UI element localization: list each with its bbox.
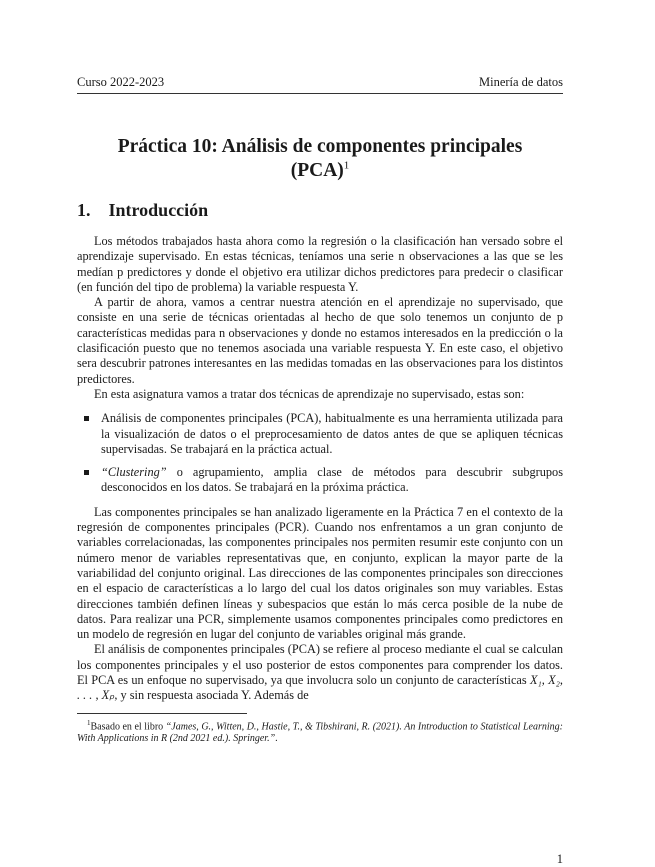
- feature-variables-math: X₁, X₂, . . . , Xₚ: [77, 673, 563, 703]
- paragraph-5-end: , y sin respuesta asociada Y. Además de: [114, 688, 309, 703]
- paragraph-2: A partir de ahora, vamos a centrar nuestra atención en el aprendizaje no supervisado, que consiste en una serie de técnicas orientadas al hecho de que solo tenemos un conjunto de p características medidas para n observaciones y donde no estamos interesados en la predicción o la clasificación puesto que no tenemos asociada una variable respuesta Y. En este caso, el objetivo sera descubrir patrones interesantes en las medidas tomadas en las observaciones para los distintos predictores.: [77, 295, 563, 386]
- section-number: 1.: [77, 200, 91, 220]
- title-line-1: Práctica 10: Análisis de componentes principales: [117, 136, 523, 157]
- bullet-clustering-text: o agrupamiento, amplia clase de métodos para descubrir subgrupos desconocidos en los datos. Se trabajará en la próxima práctica.: [101, 465, 563, 495]
- footnote-prefix: Basado en el libro: [90, 720, 166, 732]
- paragraph-5-start: El análisis de componentes principales (PCA) se refiere al proceso mediante el cual se calculan los componentes principales y el uso posterior de estos componentes para comprender los datos. El PCA es un enfoque no supervisado, ya que involucra solo un conjunto de características: [77, 642, 563, 688]
- course-label: Curso 2022-2023: [77, 75, 165, 89]
- page: [77, 75, 564, 866]
- clustering-term: “Clustering”: [101, 465, 167, 480]
- paragraph-3: En esta asignatura vamos a tratar dos técnicas de aprendizaje no supervisado, estas son:: [94, 386, 525, 401]
- bullet-pca-text: Análisis de componentes principales (PCA), habitualmente es una herramienta utilizada para la visualización de datos o el preprocesamiento de datos antes de que se apliquen técnicas supervisadas. Se trabajará en la práctica actual.: [101, 411, 563, 456]
- paragraph-1: Los métodos trabajados hasta ahora como la regresión o la clasificación han versado sobre el aprendizaje supervisado. En estas técnicas, teníamos una serie n observaciones a las que se les medían p predictores y donde el objetivo era utilizar dichos predictores para predecir o clasificar (en función del tipo de problema) la variable respuesta Y.: [77, 234, 563, 294]
- body-text: [77, 234, 563, 704]
- title-footnote-mark: 1: [343, 159, 350, 172]
- section-title: Introducción: [108, 200, 209, 220]
- footnote-suffix: .: [275, 733, 278, 745]
- list-item: [101, 411, 563, 457]
- footnote-mark: 1: [87, 718, 91, 727]
- paragraph-4: Las componentes principales se han analizado ligeramente en la Práctica 7 en el contexto de la regresión de componentes principales (PCR). Cuando nos enfrentamos a un gran conjunto de variables correlacionadas, las componentes principales nos permiten resumir este conjunto con un número menor de variables representativas que, en conjunto, explican la mayor parte de la variabilidad del conjunto original. Las direcciones de las componentes principales son direcciones en el espacio de características a lo largo del cual los datos originales son muy variables. Estas direcciones también definen líneas y subespacios que están lo más cerca posible de la nube de datos. Para realizar una PCR, simplemente usamos componentes principales como predictores en un modelo de regresión en lugar del conjunto de variables original más grande.: [77, 504, 563, 642]
- title-line-2: (PCA): [290, 160, 344, 181]
- document-title: [77, 135, 563, 183]
- subject-label: Minería de datos: [478, 75, 563, 89]
- paragraph-5: [77, 642, 563, 703]
- footnote: [77, 717, 563, 746]
- running-header: [77, 75, 563, 94]
- list-item: [101, 465, 563, 496]
- footnote-citation: “James, G., Witten, D., Hastie, T., & Tibshirani, R. (2021). An Introduction to Statistical Learning: With Applications in R (2nd 2021 ed.). Springer.”: [77, 720, 564, 745]
- page-number: 1: [556, 852, 563, 866]
- footnote-rule: [77, 713, 247, 714]
- section-heading: [77, 200, 563, 221]
- technique-list: [77, 411, 563, 495]
